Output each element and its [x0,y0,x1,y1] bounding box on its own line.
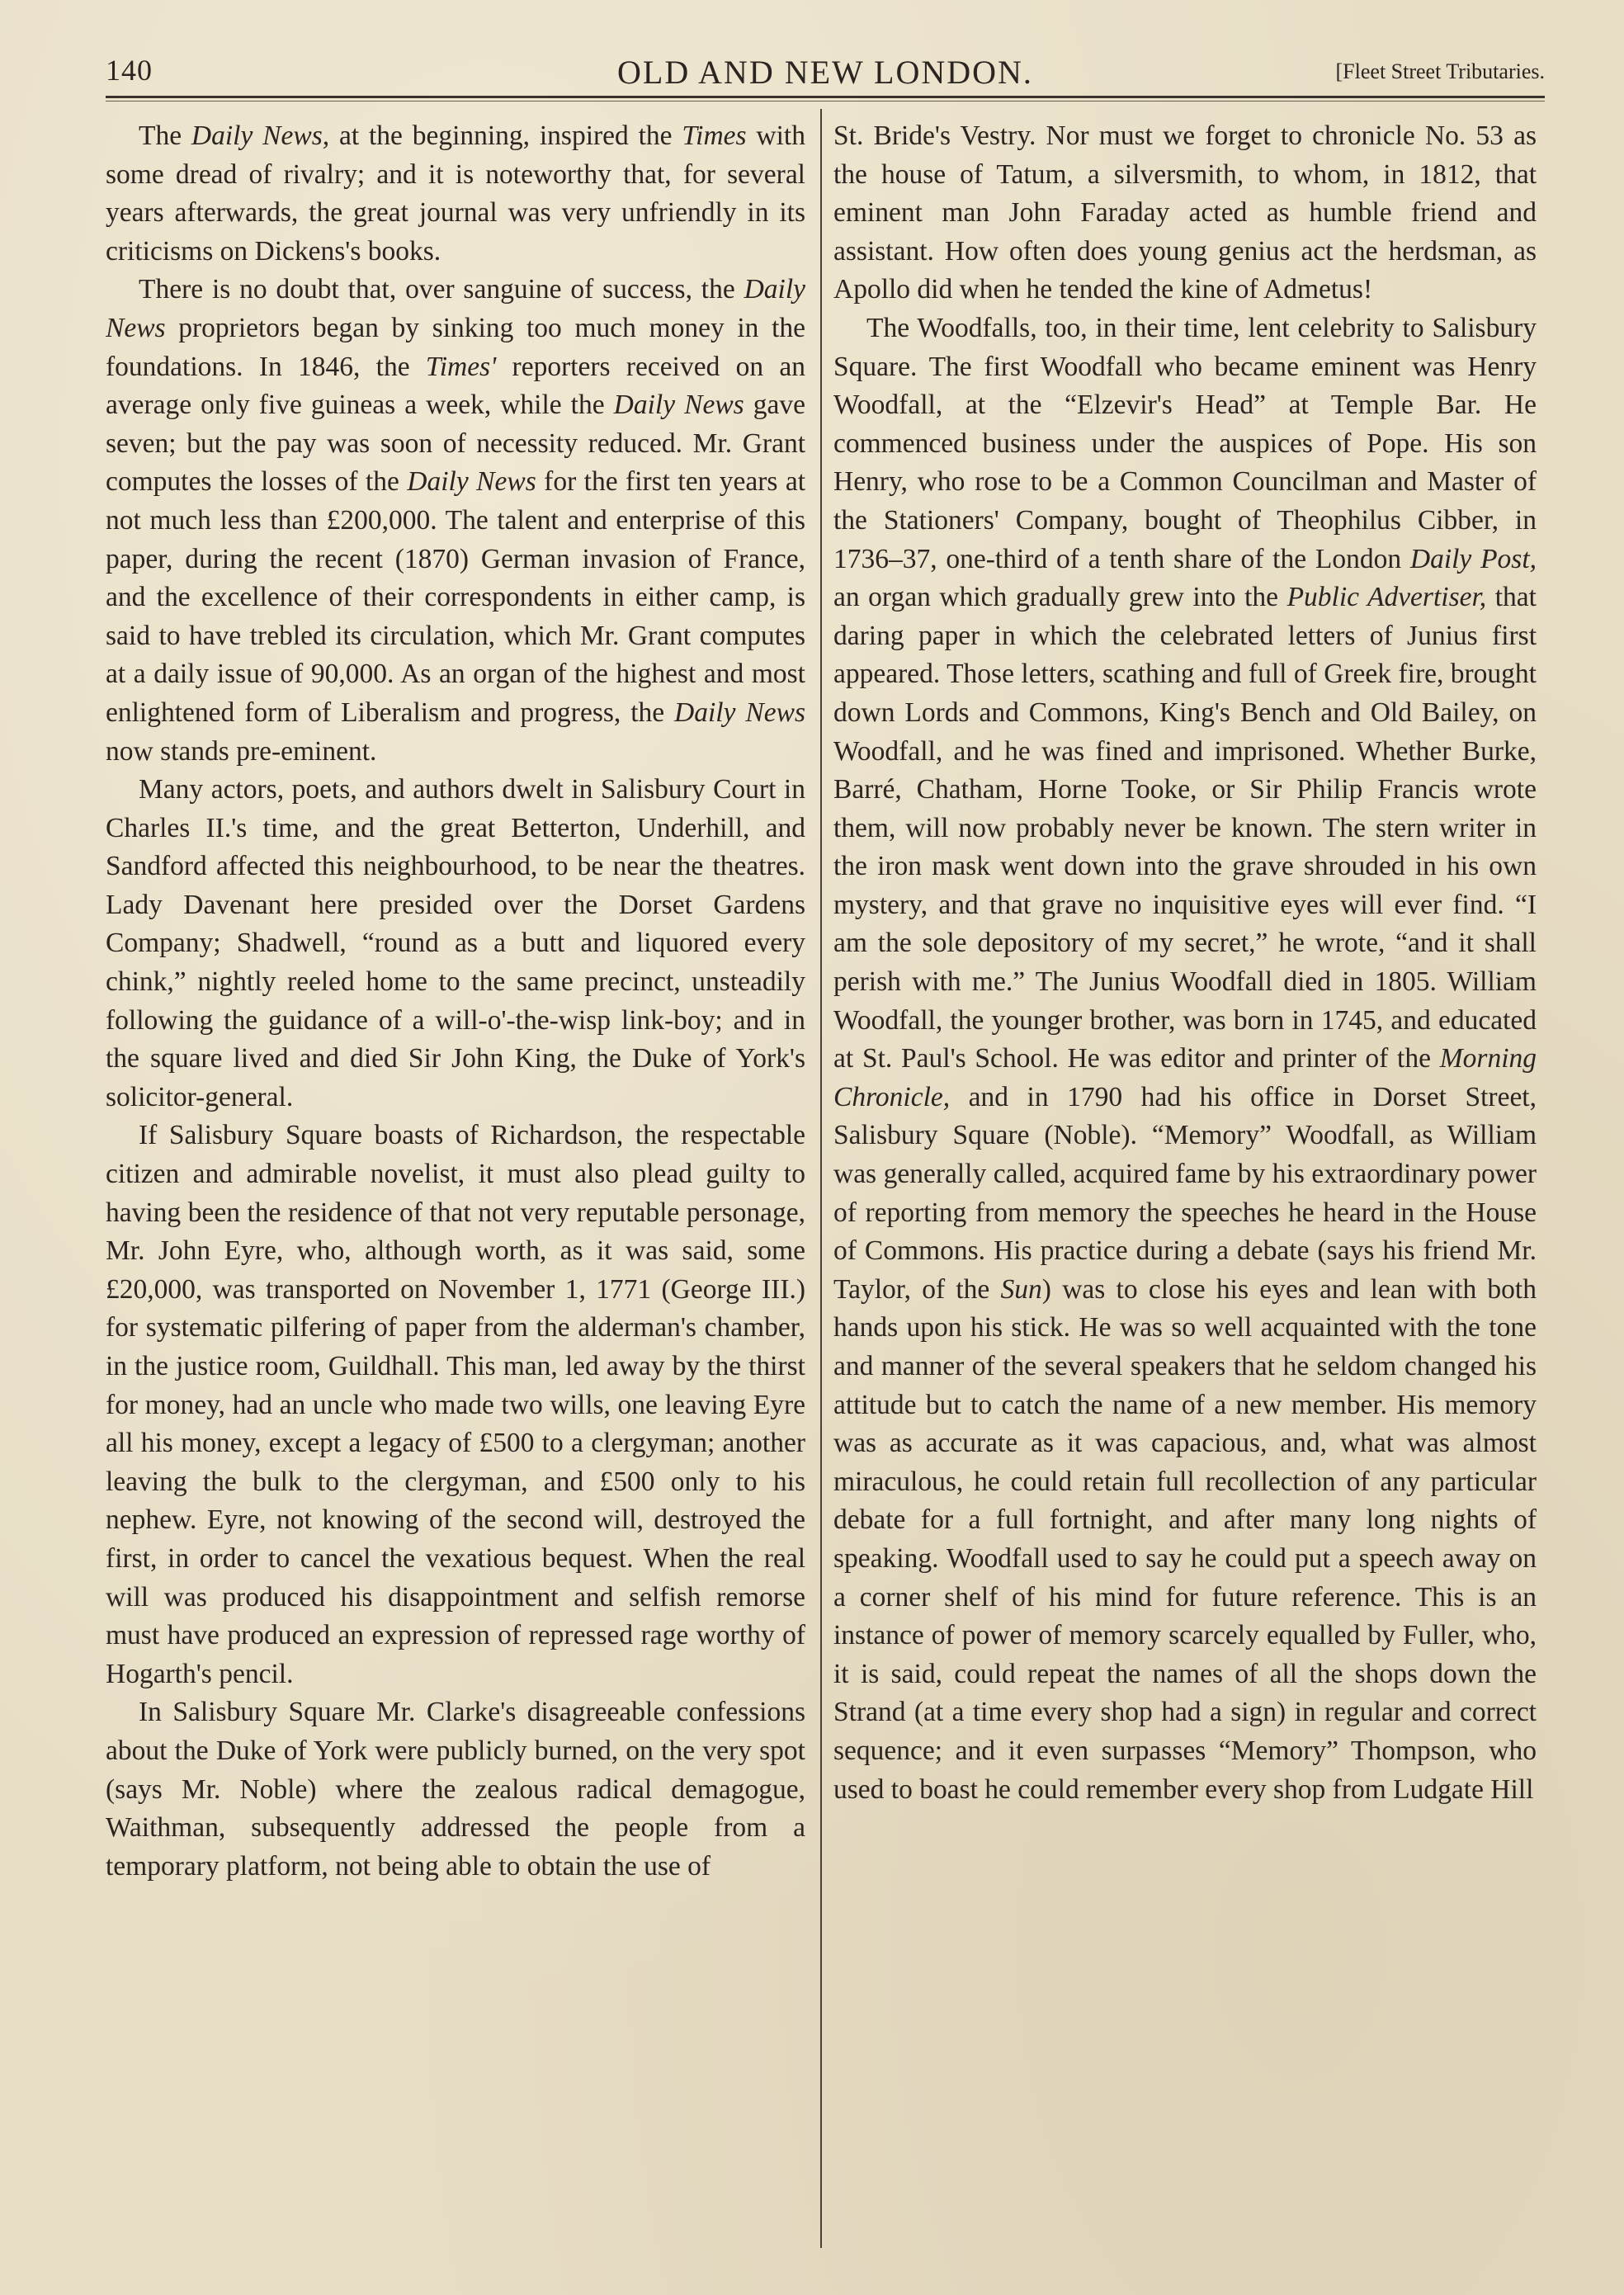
header-rule [106,96,1545,98]
paragraph-salisbury-court-actors: Many actors, poets, and authors dwelt in Salisbury Court in Charles II.'s time, and the great Betterton, Underhill, and Sandford affected this neighbourhood, to be near the theatres. Lady Davenant here presided over the Dorset Gardens Company; Shadwell, “round as a butt and liquored every chink,” nightly reeled home to the same precinct, unsteadily following the guidance of a will-o'-the-wisp link-boy; and in the square lived and died Sir John King, the Duke of York's solicitor-general. [106,774,805,1112]
running-title: OLD AND NEW LONDON. [617,54,1033,91]
header-rule-thin [106,101,1545,102]
paragraph-daily-news-rivalry: The Daily News, at the beginning, inspired the Times with some dread of rivalry; and it is noteworthy that, for several years afterwards, the great journal was very unfriendly in its criticisms on Dickens's books. [106,120,805,267]
right-column [833,117,1537,2255]
paragraph-john-eyre: If Salisbury Square boasts of Richardson, the respectable citizen and admirable novelist, it must also plead guilty to having been the residence of that not very reputable personage, Mr. John Eyre, who, although worth, as it was said, some £20,000, was transported on November 1, 1771 (George III.) for systematic pilfering of paper from the alderman's chamber, in the justice room, Guildhall. This man, led away by the thirst for money, had an uncle who made two wills, one leaving Eyre all his money, except a legacy of £500 to a clergyman; another leaving the bulk to the clergyman, and £500 only to his nephew. Eyre, not knowing of the second will, destroyed the first, in order to cancel the vexatious bequest. When the real will was produced his disappointment and selfish remorse must have produced an expression of repressed rage worthy of Hogarth's pencil. [106,1120,805,1689]
left-column [106,117,805,2255]
paragraph-woodfalls: The Woodfalls, too, in their time, lent celebrity to Salisbury Square. The first Woodfall who became eminent was Henry Woodfall, at the “Elzevir's Head” at Temple Bar. He commenced business under the auspices of Pope. His son Henry, who rose to be a Common Councilman and Master of the Stationers' Company, bought of Theophilus Cibber, in 1736–37, one-third of a tenth share of the London Daily Post, an organ which gradually grew into the Public Advertiser, that daring paper in which the celebrated letters of Junius first appeared. Those letters, scathing and full of Greek fire, brought down Lords and Commons, King's Bench and Old Bailey, on Woodfall, and he was fined and imprisoned. Whether Burke, Barré, Chatham, Horne Tooke, or Sir Philip Francis wrote them, will now probably never be known. The stern writer in the iron mask went down into the grave shrouded in his own mystery, and that grave no inquisitive eyes will ever find. “I am the sole depository of my secret,” he wrote, “and it shall perish with me.” The Junius Woodfall died in 1805. William Woodfall, the younger brother, was born in 1745, and educated at St. Paul's School. He was editor and printer of the Morning Chronicle, and in 1790 had his office in Dorset Street, Salisbury Square (Noble). “Memory” Woodfall, as William was generally called, acquired fame by his extraordinary power of reporting from memory the speeches he heard in the House of Commons. His practice during a debate (says his friend Mr. Taylor, of the Sun) was to close his eyes and lean with both hands upon his stick. He was so well acquainted with the tone and manner of the several speakers that he seldom changed his attitude but to catch the name of a new member. His memory was as accurate as it was capacious, and, what was almost miraculous, he could retain full recollection of any particular debate for a full fortnight, and after many long nights of speaking. Woodfall used to say he could put a speech away on a corner shelf of his mind for future reference. This is an instance of power of memory scarcely equalled by Fuller, who, it is said, could repeat the names of all the shops down the Strand (at a time every shop had a sign) in regular and correct sequence; and it even surpasses “Memory” Thompson, who used to boast he could remember every shop from Ludgate Hill [833,312,1537,1805]
paragraph-st-brides-vestry: St. Bride's Vestry. Nor must we forget to chronicle No. 53 as the house of Tatum, a silversmith, to whom, in 1812, that eminent man John Faraday acted as humble friend and assistant. How often does young genius act the herdsman, as Apollo did when he tended the kine of Admetus! [833,120,1537,305]
column-divider [820,109,822,2248]
page-number: 140 [106,54,153,87]
running-section: [Fleet Street Tributaries. [1335,59,1545,83]
paragraph-daily-news-finances: There is no doubt that, over sanguine of success, the Daily News proprietors began by sinking too much money in the foundations. In 1846, the Times' reporters received on an average only five guineas a week, while the Daily News gave seven; but the pay was soon of necessity reduced. Mr. Grant computes the losses of the Daily News for the first ten years at not much less than £200,000. The talent and enterprise of this paper, during the recent (1870) German invasion of France, and the excellence of their correspondents in either camp, is said to have trebled its circulation, which Mr. Grant computes at a daily issue of 90,000. As an organ of the highest and most enlightened form of Liberalism and progress, the Daily News now stands pre-eminent. [106,274,805,767]
page-header [106,50,1545,96]
paragraph-clarke-confessions: In Salisbury Square Mr. Clarke's disagreeable confessions about the Duke of York were publicly burned, on the very spot (says Mr. Noble) where the zealous radical demagogue, Waithman, subsequently addressed the people from a temporary platform, not being able to obtain the use of [106,1697,805,1882]
